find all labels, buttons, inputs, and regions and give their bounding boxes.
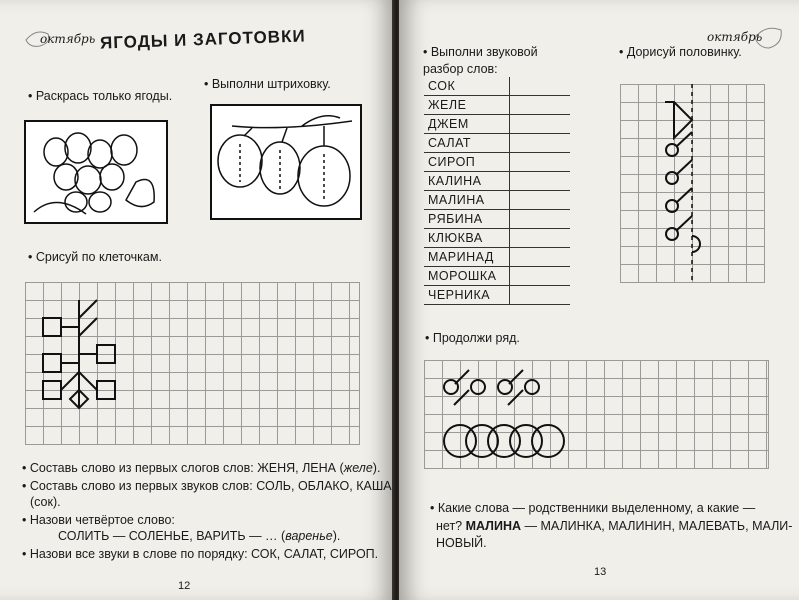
related-words-end: НОВЫЙ.: [436, 536, 487, 550]
syllables-answer: желе: [343, 461, 373, 475]
task-hatching: • Выполни штриховку.: [204, 77, 331, 91]
related-prefix: нет?: [436, 519, 466, 533]
table-row: [424, 77, 570, 96]
table-row: [424, 134, 570, 153]
table-row: [424, 96, 570, 115]
word-cell: КАЛИНА: [424, 172, 510, 191]
related-words-line: [436, 518, 792, 535]
word-cell: СИРОП: [424, 153, 510, 172]
highlighted-word: МАЛИНА: [465, 519, 521, 533]
left-page: [0, 0, 394, 600]
berries-picture: [24, 120, 168, 224]
continue-row-grid[interactable]: [424, 360, 769, 469]
task-color-berries: • Раскрась только ягоды.: [28, 89, 173, 103]
fourth-word-end: ).: [332, 529, 341, 543]
syllables-end: ).: [372, 461, 381, 475]
berries-drawing: [26, 122, 166, 222]
task-syllables: [22, 460, 380, 477]
task-draw-half: • Дорисуй половинку.: [619, 45, 742, 59]
word-cell: ЧЕРНИКА: [424, 286, 510, 305]
analysis-cell[interactable]: [510, 210, 571, 229]
row-pattern: [424, 360, 768, 468]
analysis-cell[interactable]: [510, 134, 571, 153]
word-cell: МОРОШКА: [424, 267, 510, 286]
word-cell: РЯБИНА: [424, 210, 510, 229]
analysis-cell[interactable]: [510, 96, 571, 115]
analysis-cell[interactable]: [510, 153, 571, 172]
analysis-cell[interactable]: [510, 267, 571, 286]
task-all-sounds: • Назови все звуки в слове по порядку: СОК, САЛАТ, СИРОП.: [22, 547, 379, 561]
first-sounds-answer: (сок).: [30, 495, 61, 509]
gooseberry-drawing: [212, 106, 360, 218]
page-title: ЯГОДЫ И ЗАГОТОВКИ: [99, 26, 306, 53]
table-row: [424, 229, 570, 248]
word-cell: СОК: [424, 77, 510, 96]
table-row: [424, 248, 570, 267]
task-continue-row: • Продолжи ряд.: [425, 331, 520, 345]
word-cell: КЛЮКВА: [424, 229, 510, 248]
word-analysis-table: [424, 77, 570, 305]
table-row: [424, 286, 570, 305]
table-row: [424, 191, 570, 210]
task-related-words: • Какие слова — родственники выделенному, а какие —: [430, 501, 756, 515]
task-sound-analysis: • Выполни звуковой разбор слов:: [423, 45, 538, 76]
task-copy-grid: • Срисуй по клеточкам.: [28, 250, 162, 264]
task-fourth-word: • Назови четвёртое слово:: [22, 513, 175, 527]
table-row: [424, 172, 570, 191]
copy-grid: [25, 282, 360, 445]
fourth-word-answer: варенье: [285, 529, 333, 543]
word-cell: МАЛИНА: [424, 191, 510, 210]
page-number-left: 12: [178, 580, 191, 592]
month-label-right: октябрь: [707, 30, 763, 44]
half-drawing-grid[interactable]: [620, 84, 765, 283]
analysis-cell[interactable]: [510, 248, 571, 267]
analysis-cell[interactable]: [510, 229, 571, 248]
page-number-right: 13: [594, 566, 607, 578]
task-first-sounds: • Составь слово из первых звуков слов: СОЛЬ, ОБЛАКО, КАША: [22, 479, 392, 493]
fourth-word-line: [58, 528, 340, 545]
month-label: октябрь: [40, 32, 96, 46]
fourth-word-text: СОЛИТЬ — СОЛЕНЬЕ, ВАРИТЬ — … (: [58, 529, 286, 543]
word-cell: САЛАТ: [424, 134, 510, 153]
analysis-cell[interactable]: [510, 115, 571, 134]
word-cell: ДЖЕМ: [424, 115, 510, 134]
half-figure: [620, 84, 764, 282]
analysis-cell[interactable]: [510, 286, 571, 305]
table-row: [424, 267, 570, 286]
analysis-cell[interactable]: [510, 172, 571, 191]
word-cell: МАРИНАД: [424, 248, 510, 267]
related-list: — МАЛИНКА, МАЛИНИН, МАЛЕВАТЬ, МАЛИ-: [521, 519, 793, 533]
table-row: [424, 115, 570, 134]
table-row: [424, 210, 570, 229]
gooseberry-picture: [210, 104, 362, 220]
analysis-cell[interactable]: [510, 77, 571, 96]
table-row: [424, 153, 570, 172]
syllables-text: • Составь слово из первых слогов слов: ЖЕНЯ, ЛЕНА (: [22, 461, 344, 475]
analysis-cell[interactable]: [510, 191, 571, 210]
word-cell: ЖЕЛЕ: [424, 96, 510, 115]
grid-figure: [25, 282, 359, 444]
